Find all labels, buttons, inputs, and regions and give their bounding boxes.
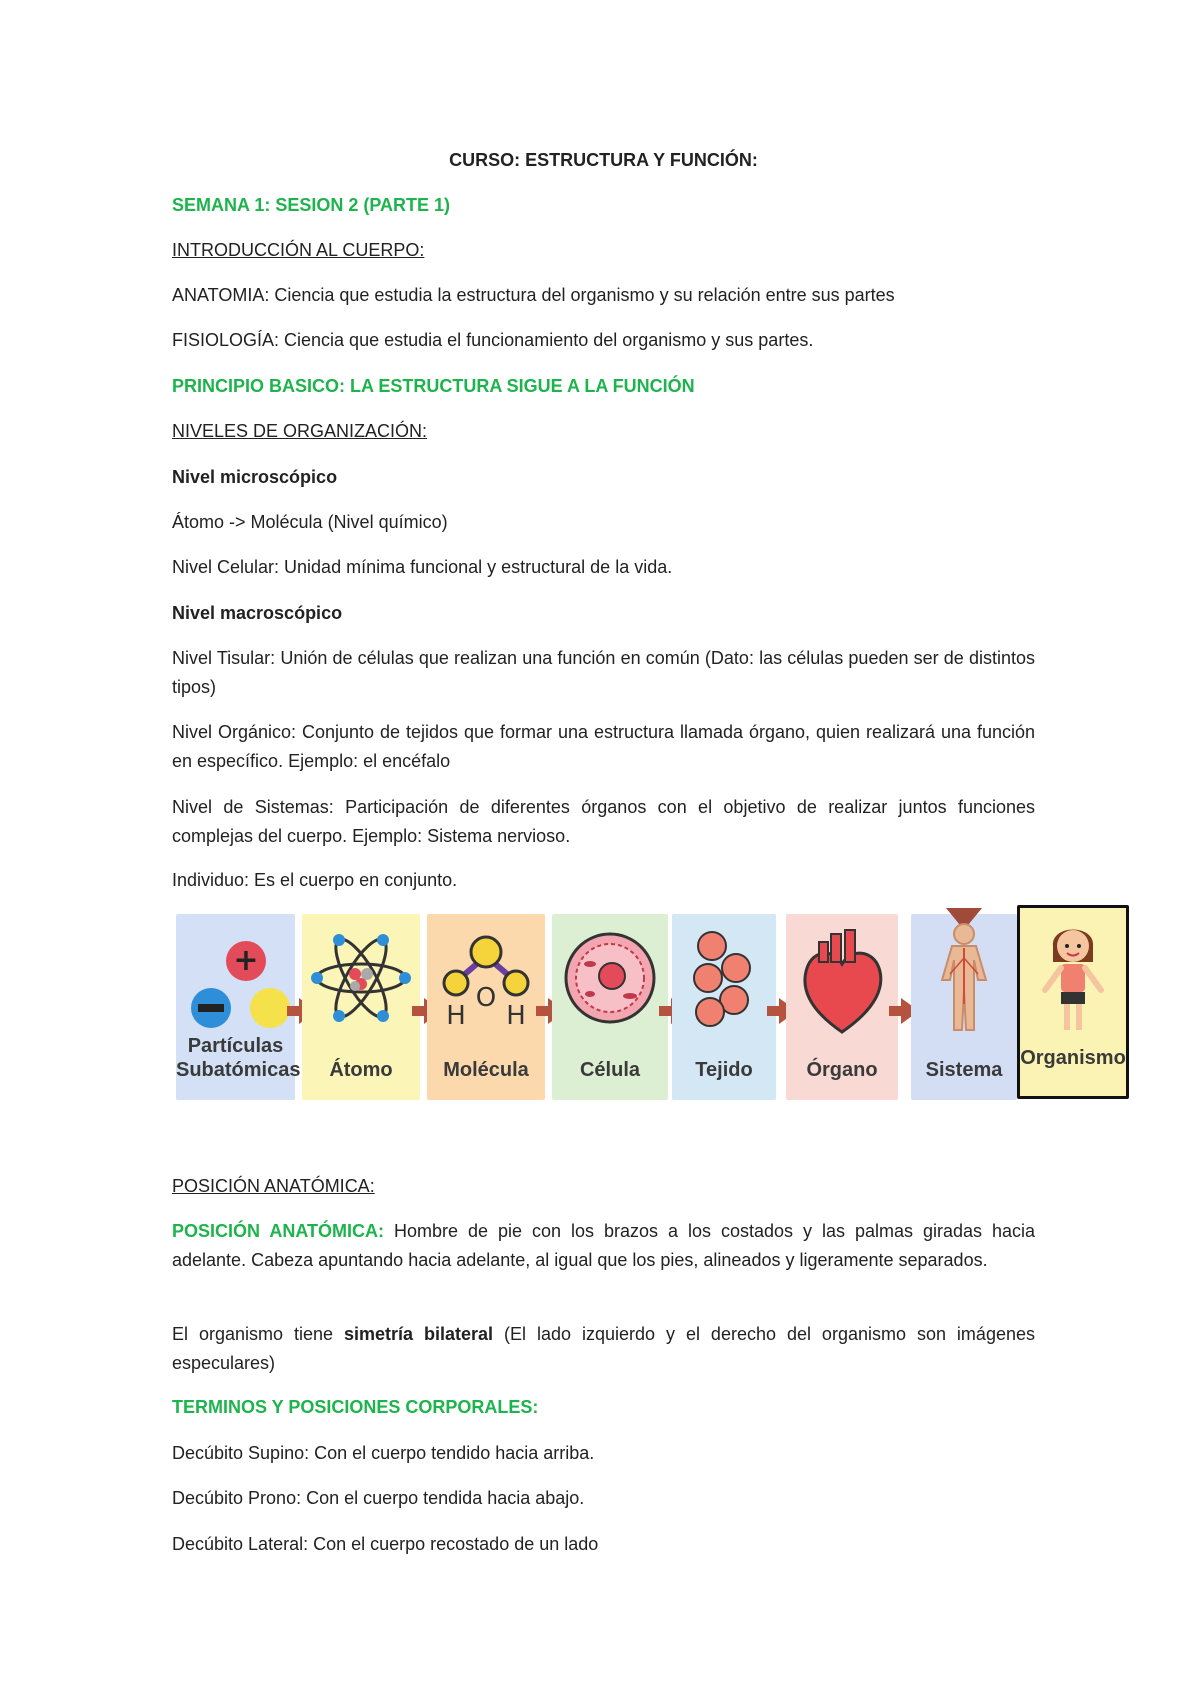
panel-label-tissue: Tejido (695, 1059, 753, 1081)
position-heading: POSICIÓN ANATÓMICA: (172, 1176, 375, 1196)
macro-heading: Nivel macroscópico (172, 603, 343, 623)
panel-subatomic (176, 914, 301, 1100)
panel-system (911, 914, 1017, 1100)
oxygen-symbol: O (475, 983, 497, 1013)
child-figure-icon (1033, 916, 1113, 1036)
panel-molecule (427, 914, 545, 1100)
symmetry-post: (El lado izquierdo y el derecho del organismo son imágenes especulares) (172, 1324, 1035, 1373)
panel-label-cell: Célula (579, 1059, 641, 1081)
principle-heading: PRINCIPIO BASICO: LA ESTRUCTURA SIGUE A LA FUNCIÓN (172, 376, 695, 396)
tissue-icon (684, 928, 764, 1038)
prone-term: Decúbito Prono: Con el cuerpo tendida hacia abajo. (172, 1488, 585, 1508)
panel-label-subatomic-line1: Partículas (187, 1035, 284, 1057)
panel-atom (302, 914, 420, 1100)
fisiologia-definition: FISIOLOGÍA: Ciencia que estudia el funcionamiento del organismo y sus partes. (172, 330, 814, 350)
systems-level: Nivel de Sistemas: Participación de diferentes órganos con el objetivo de realizar juntos funciones complejas del cuerpo. Ejemplo: Sistema nervioso. (172, 797, 1035, 846)
symmetry-pre: El organismo tiene (172, 1324, 344, 1344)
hydrogen-right-symbol: H (506, 1001, 526, 1028)
tissue-level: Nivel Tisular: Unión de células que realizan una función en común (Dato: las células pueden ser de distintos tipos) (172, 648, 1035, 697)
organization-levels-diagram (176, 910, 1131, 1110)
symmetry-paragraph (172, 1320, 1035, 1378)
atom-molecule-line: Átomo -> Molécula (Nivel químico) (172, 512, 448, 532)
panel-label-organ: Órgano (806, 1059, 878, 1081)
panel-organ (786, 914, 898, 1100)
position-label: POSICIÓN ANATÓMICA: (172, 1221, 384, 1241)
position-paragraph (172, 1217, 1035, 1275)
anatomia-definition: ANATOMIA: Ciencia que estudia la estructura del organismo y su relación entre sus partes (172, 285, 895, 305)
hydrogen-left-symbol: H (446, 1001, 466, 1028)
individual-level: Individuo: Es el cuerpo en conjunto. (172, 870, 458, 890)
cell-icon (560, 928, 660, 1028)
cellular-level: Nivel Celular: Unidad mínima funcional y estructural de la vida. (172, 557, 673, 577)
subatomic-particles-icon (181, 928, 291, 1038)
panel-label-system: Sistema (925, 1059, 1003, 1081)
panel-tissue (672, 914, 776, 1100)
panel-label-organism: Organismo (1020, 1047, 1126, 1069)
supine-term: Decúbito Supino: Con el cuerpo tendido hacia arriba. (172, 1443, 595, 1463)
intro-heading: INTRODUCCIÓN AL CUERPO: (172, 240, 425, 260)
panel-organism (1017, 905, 1129, 1099)
terms-heading: TERMINOS Y POSICIONES CORPORALES: (172, 1397, 539, 1417)
body-system-icon (924, 908, 1004, 1032)
atom-icon (311, 928, 411, 1028)
course-title: CURSO: ESTRUCTURA Y FUNCIÓN: (449, 150, 758, 170)
position-text: Hombre de pie con los brazos a los costados y las palmas giradas hacia adelante. Cabeza apuntando hacia adelante, al igual que los pies, alineados y ligeramente separados. (172, 1221, 1035, 1270)
heart-icon (797, 928, 887, 1038)
levels-heading: NIVELES DE ORGANIZACIÓN: (172, 421, 428, 441)
panel-label-molecule: Molécula (443, 1059, 529, 1081)
plus-symbol: + (232, 943, 259, 978)
lateral-term: Decúbito Lateral: Con el cuerpo recostado de un lado (172, 1534, 599, 1554)
week-heading: SEMANA 1: SESION 2 (PARTE 1) (172, 195, 451, 215)
organ-level: Nivel Orgánico: Conjunto de tejidos que formar una estructura llamada órgano, quien realizará una función en específico. Ejemplo: el encéfalo (172, 722, 1035, 771)
panel-label-atom: Átomo (329, 1059, 393, 1081)
molecule-icon (436, 928, 536, 1028)
symmetry-bold: simetría bilateral (343, 1324, 494, 1344)
panel-label-subatomic-line2: Subatómicas (176, 1059, 301, 1081)
panel-label-subatomic (176, 1034, 301, 1082)
panel-cell (552, 914, 668, 1100)
micro-heading: Nivel microscópico (172, 467, 338, 487)
